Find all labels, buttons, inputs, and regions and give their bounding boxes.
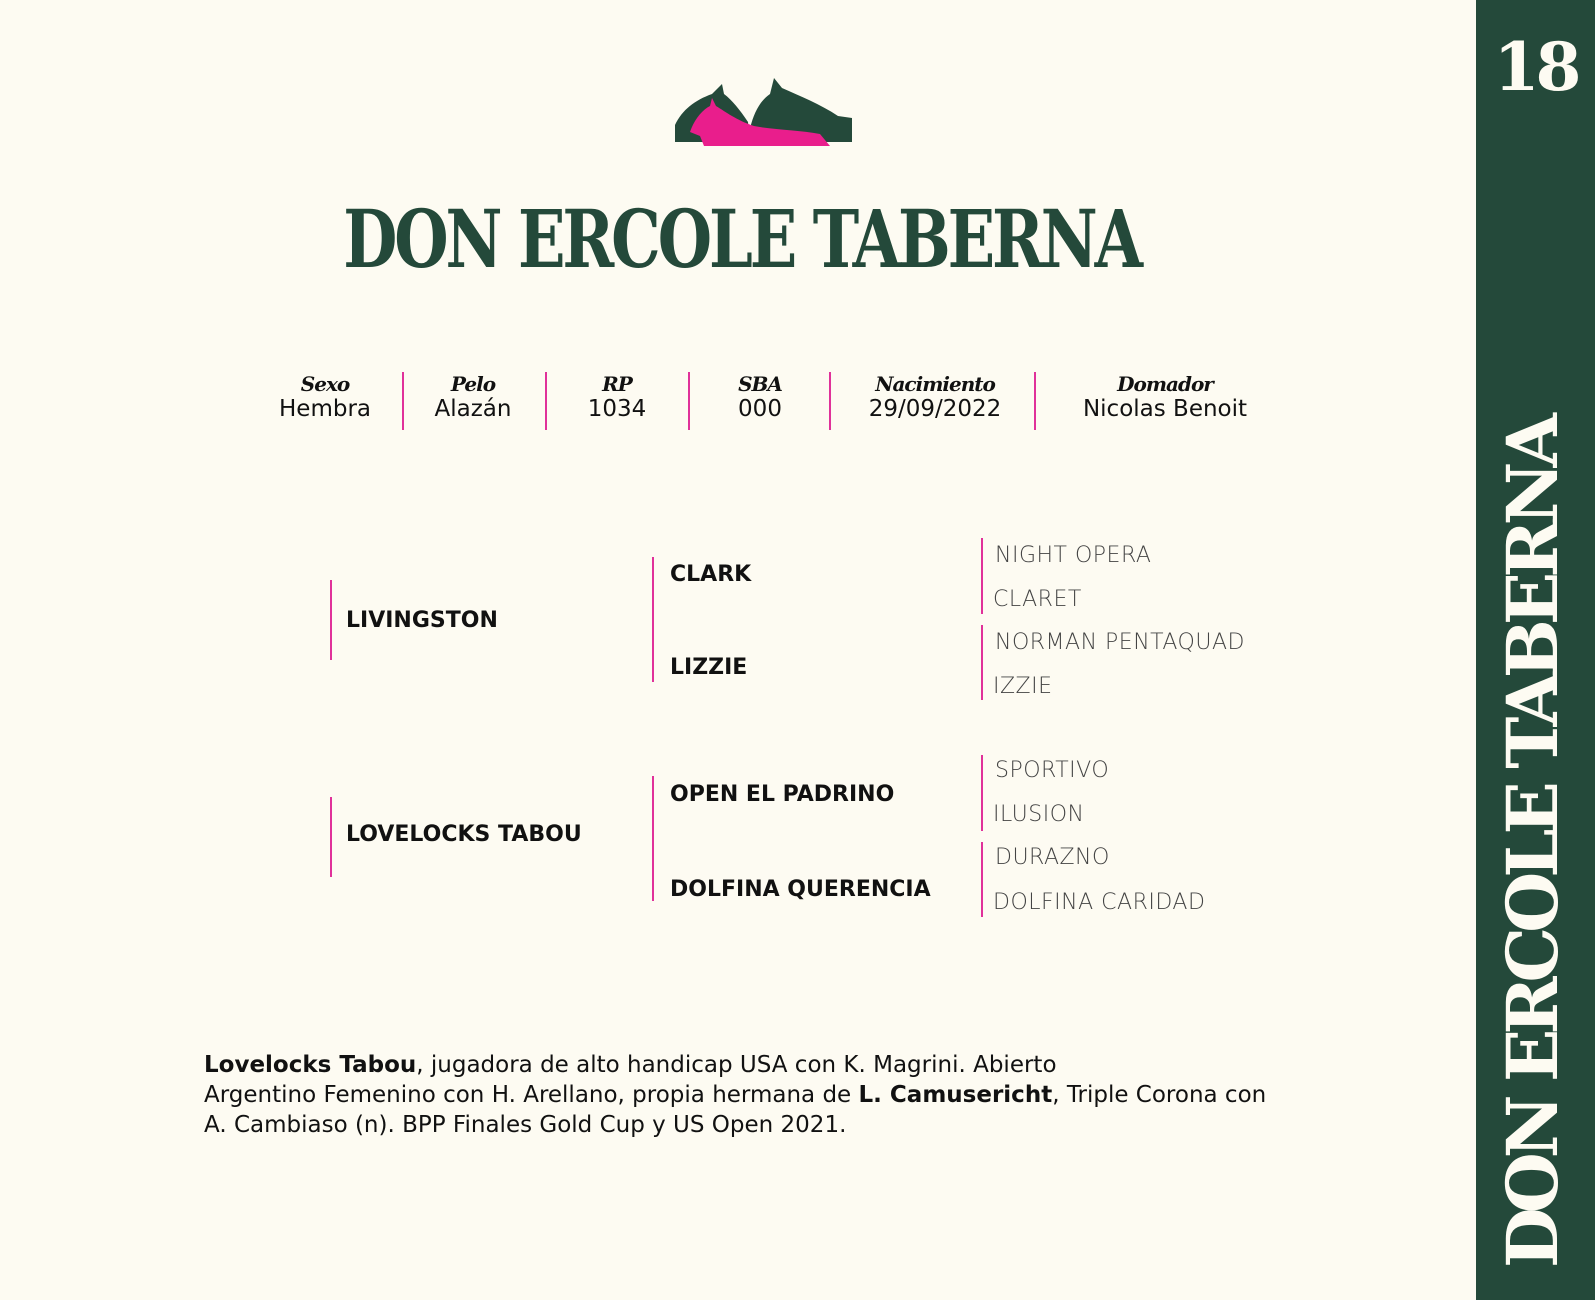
desc-text: , Triple Corona con xyxy=(1052,1082,1267,1108)
stat-value: 1034 xyxy=(587,396,647,422)
pedigree-line xyxy=(330,797,332,877)
stat-value: Hembra xyxy=(279,396,371,422)
pedigree-grandparent: IZZIE xyxy=(993,674,1053,699)
page-number: 18 xyxy=(1493,28,1578,106)
pedigree-line xyxy=(330,580,332,660)
pedigree-grandparent: CLARET xyxy=(993,587,1082,612)
sidebar-title: DON ERCOLE TABERNA xyxy=(1491,419,1574,1268)
desc-text: Argentino Femenino con H. Arellano, propia hermana de xyxy=(204,1082,859,1108)
stat-value: 000 xyxy=(738,396,782,422)
pedigree-grandparent: DOLFINA CARIDAD xyxy=(993,890,1206,915)
stat-sba xyxy=(710,372,810,432)
stat-label: Domador xyxy=(1117,372,1213,396)
desc-text: A. Cambiaso (n). BPP Finales Gold Cup y US Open 2021. xyxy=(204,1112,847,1138)
pedigree-line xyxy=(981,538,983,614)
divider xyxy=(545,372,547,430)
divider xyxy=(829,372,831,430)
stat-nacimiento xyxy=(850,372,1020,432)
stat-rp xyxy=(567,372,667,432)
pedigree-dam-dam: DOLFINA QUERENCIA xyxy=(670,877,931,902)
pedigree-sire: LIVINGSTON xyxy=(346,608,498,633)
pedigree-grandparent: NORMAN PENTAQUAD xyxy=(995,630,1245,655)
pedigree-sire-sire: CLARK xyxy=(670,562,752,587)
pedigree-grandparent: ILUSION xyxy=(993,802,1085,827)
page-title: DON ERCOLE TABERNA xyxy=(343,192,1140,286)
pedigree-line xyxy=(981,625,983,700)
pedigree-grandparent: DURAZNO xyxy=(995,845,1110,870)
pedigree-grandparent: SPORTIVO xyxy=(995,758,1110,783)
divider xyxy=(402,372,404,430)
stat-label: Pelo xyxy=(450,372,496,396)
stat-sexo xyxy=(275,372,375,432)
stat-label: Nacimiento xyxy=(875,372,995,396)
divider xyxy=(688,372,690,430)
horses-logo-icon xyxy=(670,70,860,150)
description-text xyxy=(204,1050,1294,1140)
stat-value: Nicolas Benoit xyxy=(1082,396,1248,422)
pedigree-dam: LOVELOCKS TABOU xyxy=(346,822,582,847)
pedigree-line xyxy=(652,557,654,682)
pedigree-grandparent: NIGHT OPERA xyxy=(995,543,1152,568)
pedigree-line xyxy=(981,842,983,917)
desc-text: , jugadora de alto handicap USA con K. Magrini. Abierto xyxy=(416,1052,1057,1078)
stat-domador xyxy=(1065,372,1265,432)
pedigree-line xyxy=(981,755,983,831)
stat-value: 29/09/2022 xyxy=(868,396,1002,422)
stat-value: Alazán xyxy=(434,396,512,422)
pedigree-dam-sire: OPEN EL PADRINO xyxy=(670,782,895,807)
desc-bold: Lovelocks Tabou xyxy=(204,1052,417,1078)
desc-bold: L. Camusericht xyxy=(858,1082,1053,1108)
stat-label: SBA xyxy=(738,372,782,396)
pedigree-sire-dam: LIZZIE xyxy=(670,655,748,680)
stat-label: Sexo xyxy=(300,372,350,396)
pedigree-line xyxy=(652,776,654,901)
stat-label: RP xyxy=(602,372,632,396)
divider xyxy=(1034,372,1036,430)
stat-pelo xyxy=(418,372,528,432)
